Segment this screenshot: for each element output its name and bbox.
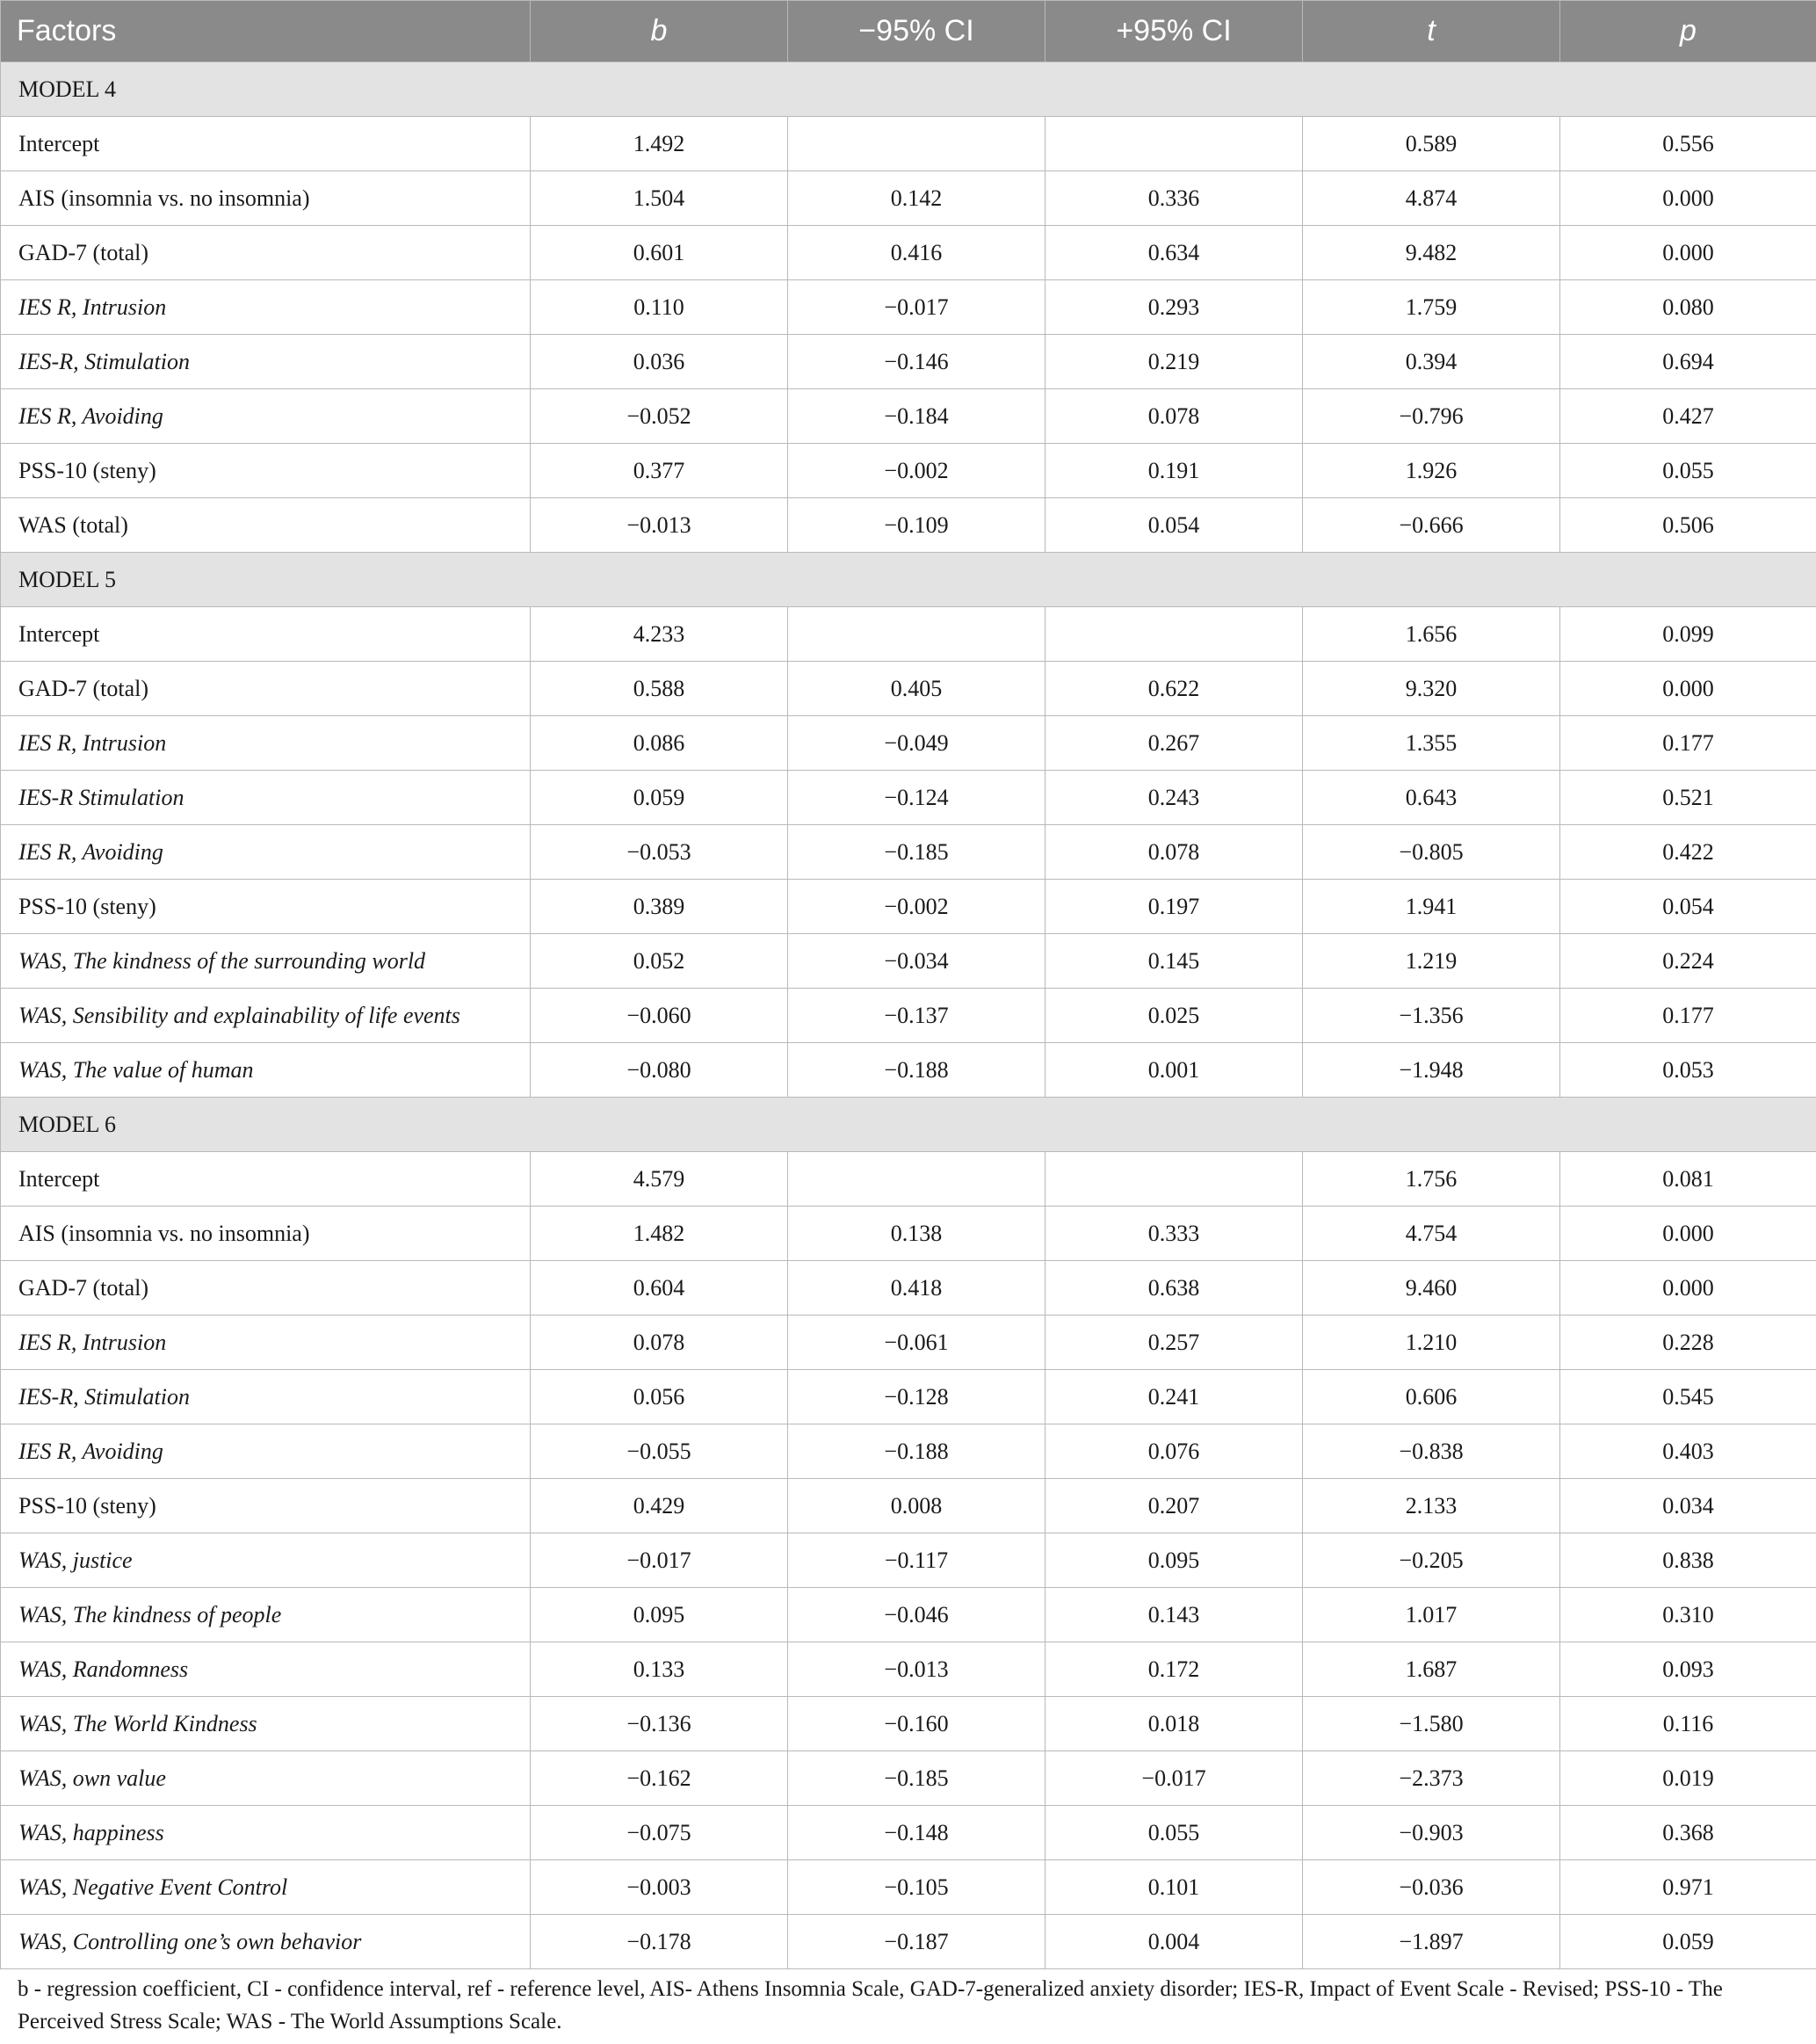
- cell-ci-low: −0.188: [788, 1043, 1045, 1098]
- cell-p: 0.971: [1560, 1860, 1816, 1915]
- cell-ci-low: −0.017: [788, 280, 1045, 335]
- cell-ci-high: 0.197: [1045, 880, 1303, 934]
- cell-ci-low: 0.142: [788, 171, 1045, 226]
- cell-b: −0.178: [531, 1915, 788, 1969]
- cell-ci-low: −0.002: [788, 880, 1045, 934]
- table-row: [1, 1261, 1816, 1316]
- cell-factor: GAD-7 (total): [1, 226, 531, 280]
- cell-t: 1.219: [1303, 934, 1560, 989]
- cell-p: 0.093: [1560, 1642, 1816, 1697]
- cell-p: 0.054: [1560, 880, 1816, 934]
- cell-factor: Intercept: [1, 117, 531, 171]
- table-row: [1, 880, 1816, 934]
- cell-ci-high: 0.018: [1045, 1697, 1303, 1751]
- cell-factor: PSS-10 (steny): [1, 880, 531, 934]
- column-header-ci-high: +95% CI: [1045, 1, 1303, 62]
- table-row: [1, 1370, 1816, 1424]
- cell-ci-high: 0.095: [1045, 1533, 1303, 1588]
- cell-ci-low: −0.146: [788, 335, 1045, 389]
- cell-factor: IES R, Avoiding: [1, 389, 531, 444]
- cell-ci-low: 0.008: [788, 1479, 1045, 1533]
- table-row: [1, 1043, 1816, 1098]
- cell-ci-high: 0.101: [1045, 1860, 1303, 1915]
- cell-ci-high: 0.219: [1045, 335, 1303, 389]
- cell-ci-low: −0.185: [788, 1751, 1045, 1806]
- cell-factor: IES-R Stimulation: [1, 771, 531, 825]
- table-row: [1, 716, 1816, 771]
- cell-ci-low: −0.046: [788, 1588, 1045, 1642]
- cell-t: −1.897: [1303, 1915, 1560, 1969]
- cell-ci-low: −0.137: [788, 989, 1045, 1043]
- cell-b: 0.059: [531, 771, 788, 825]
- cell-b: 0.133: [531, 1642, 788, 1697]
- cell-p: 0.228: [1560, 1316, 1816, 1370]
- cell-b: −0.003: [531, 1860, 788, 1915]
- cell-p: 0.081: [1560, 1152, 1816, 1207]
- cell-b: 0.052: [531, 934, 788, 989]
- cell-p: 0.310: [1560, 1588, 1816, 1642]
- cell-b: 1.492: [531, 117, 788, 171]
- cell-ci-low: −0.148: [788, 1806, 1045, 1860]
- cell-ci-low: −0.187: [788, 1915, 1045, 1969]
- cell-factor: PSS-10 (steny): [1, 444, 531, 498]
- cell-p: 0.053: [1560, 1043, 1816, 1098]
- cell-p: 0.545: [1560, 1370, 1816, 1424]
- section-title: MODEL 6: [1, 1098, 1816, 1152]
- cell-p: 0.116: [1560, 1697, 1816, 1751]
- cell-factor: IES R, Intrusion: [1, 280, 531, 335]
- cell-t: 2.133: [1303, 1479, 1560, 1533]
- table-row: [1, 389, 1816, 444]
- cell-factor: IES R, Intrusion: [1, 1316, 531, 1370]
- cell-b: −0.162: [531, 1751, 788, 1806]
- cell-ci-low: −0.185: [788, 825, 1045, 880]
- table-row: [1, 1697, 1816, 1751]
- table-row: [1, 1316, 1816, 1370]
- cell-ci-high: 0.172: [1045, 1642, 1303, 1697]
- cell-ci-high: 0.054: [1045, 498, 1303, 553]
- cell-factor: GAD-7 (total): [1, 662, 531, 716]
- cell-ci-high: 0.143: [1045, 1588, 1303, 1642]
- table-row: [1, 1860, 1816, 1915]
- cell-b: 0.429: [531, 1479, 788, 1533]
- cell-factor: WAS, own value: [1, 1751, 531, 1806]
- cell-ci-high: 0.638: [1045, 1261, 1303, 1316]
- cell-b: −0.075: [531, 1806, 788, 1860]
- cell-factor: WAS (total): [1, 498, 531, 553]
- cell-factor: WAS, happiness: [1, 1806, 531, 1860]
- cell-b: 0.601: [531, 226, 788, 280]
- cell-factor: PSS-10 (steny): [1, 1479, 531, 1533]
- cell-ci-high: 0.145: [1045, 934, 1303, 989]
- cell-p: 0.000: [1560, 662, 1816, 716]
- cell-ci-low: 0.418: [788, 1261, 1045, 1316]
- cell-t: −0.838: [1303, 1424, 1560, 1479]
- cell-ci-high: [1045, 607, 1303, 662]
- cell-b: −0.080: [531, 1043, 788, 1098]
- cell-b: 4.579: [531, 1152, 788, 1207]
- column-header-b: b: [531, 1, 788, 62]
- section-row: [1, 1098, 1816, 1152]
- cell-ci-high: 0.243: [1045, 771, 1303, 825]
- table-row: [1, 498, 1816, 553]
- cell-ci-high: 0.004: [1045, 1915, 1303, 1969]
- cell-ci-high: 0.001: [1045, 1043, 1303, 1098]
- cell-p: 0.055: [1560, 444, 1816, 498]
- cell-p: 0.000: [1560, 1207, 1816, 1261]
- column-header-p: p: [1560, 1, 1816, 62]
- cell-t: −1.356: [1303, 989, 1560, 1043]
- cell-ci-low: [788, 607, 1045, 662]
- cell-p: 0.694: [1560, 335, 1816, 389]
- table-row: [1, 989, 1816, 1043]
- cell-b: 0.110: [531, 280, 788, 335]
- cell-b: −0.013: [531, 498, 788, 553]
- cell-p: 0.368: [1560, 1806, 1816, 1860]
- cell-t: 1.210: [1303, 1316, 1560, 1370]
- cell-p: 0.506: [1560, 498, 1816, 553]
- column-header-t: t: [1303, 1, 1560, 62]
- section-row: [1, 553, 1816, 607]
- cell-t: 1.355: [1303, 716, 1560, 771]
- cell-p: 0.019: [1560, 1751, 1816, 1806]
- table-body: [1, 62, 1816, 1969]
- cell-ci-low: −0.184: [788, 389, 1045, 444]
- cell-factor: WAS, The kindness of the surrounding world: [1, 934, 531, 989]
- cell-factor: IES-R, Stimulation: [1, 1370, 531, 1424]
- cell-t: −0.205: [1303, 1533, 1560, 1588]
- section-title: MODEL 4: [1, 62, 1816, 117]
- cell-p: 0.000: [1560, 171, 1816, 226]
- cell-factor: WAS, Randomness: [1, 1642, 531, 1697]
- cell-ci-low: 0.405: [788, 662, 1045, 716]
- cell-ci-low: [788, 117, 1045, 171]
- cell-factor: GAD-7 (total): [1, 1261, 531, 1316]
- cell-ci-high: 0.076: [1045, 1424, 1303, 1479]
- cell-t: 1.656: [1303, 607, 1560, 662]
- cell-b: 0.078: [531, 1316, 788, 1370]
- cell-factor: AIS (insomnia vs. no insomnia): [1, 171, 531, 226]
- cell-ci-low: −0.128: [788, 1370, 1045, 1424]
- cell-ci-high: 0.078: [1045, 825, 1303, 880]
- cell-ci-low: −0.061: [788, 1316, 1045, 1370]
- cell-t: 0.643: [1303, 771, 1560, 825]
- cell-factor: WAS, The value of human: [1, 1043, 531, 1098]
- cell-factor: WAS, Negative Event Control: [1, 1860, 531, 1915]
- cell-ci-high: 0.267: [1045, 716, 1303, 771]
- cell-ci-high: 0.634: [1045, 226, 1303, 280]
- cell-factor: WAS, Controlling one’s own behavior: [1, 1915, 531, 1969]
- column-header-ci-low: −95% CI: [788, 1, 1045, 62]
- cell-factor: Intercept: [1, 607, 531, 662]
- cell-t: 1.926: [1303, 444, 1560, 498]
- cell-t: 0.606: [1303, 1370, 1560, 1424]
- cell-t: 4.754: [1303, 1207, 1560, 1261]
- cell-factor: AIS (insomnia vs. no insomnia): [1, 1207, 531, 1261]
- table-row: [1, 662, 1816, 716]
- table-row: [1, 444, 1816, 498]
- cell-factor: WAS, The World Kindness: [1, 1697, 531, 1751]
- cell-ci-high: 0.257: [1045, 1316, 1303, 1370]
- cell-ci-high: −0.017: [1045, 1751, 1303, 1806]
- cell-ci-low: 0.416: [788, 226, 1045, 280]
- cell-ci-low: −0.160: [788, 1697, 1045, 1751]
- cell-p: 0.000: [1560, 226, 1816, 280]
- cell-t: 1.759: [1303, 280, 1560, 335]
- cell-p: 0.000: [1560, 1261, 1816, 1316]
- cell-p: 0.080: [1560, 280, 1816, 335]
- cell-ci-high: 0.336: [1045, 171, 1303, 226]
- cell-b: 0.095: [531, 1588, 788, 1642]
- table-row: [1, 825, 1816, 880]
- cell-p: 0.177: [1560, 989, 1816, 1043]
- table-row: [1, 1588, 1816, 1642]
- cell-ci-low: −0.013: [788, 1642, 1045, 1697]
- cell-ci-low: [788, 1152, 1045, 1207]
- table-footnote: b - regression coefficient, CI - confidence interval, ref - reference level, AIS- Athens Insomnia Scale, GAD-7-generalized anxiety disorder; IES-R, Impact of Event Scale - Revised; PSS-10 - The Perceived Stress Scale; WAS - The World Assumptions Scale.: [18, 1977, 1723, 2033]
- table-row: [1, 1479, 1816, 1533]
- cell-p: 0.422: [1560, 825, 1816, 880]
- cell-ci-high: 0.025: [1045, 989, 1303, 1043]
- cell-b: −0.053: [531, 825, 788, 880]
- table-row: [1, 1915, 1816, 1969]
- cell-factor: WAS, justice: [1, 1533, 531, 1588]
- cell-t: 9.320: [1303, 662, 1560, 716]
- table-row: [1, 280, 1816, 335]
- cell-b: −0.017: [531, 1533, 788, 1588]
- cell-b: −0.136: [531, 1697, 788, 1751]
- cell-ci-low: −0.105: [788, 1860, 1045, 1915]
- cell-b: 0.056: [531, 1370, 788, 1424]
- table-header: [1, 1, 1816, 62]
- cell-ci-high: 0.293: [1045, 280, 1303, 335]
- cell-ci-low: −0.117: [788, 1533, 1045, 1588]
- table-row: [1, 934, 1816, 989]
- cell-ci-high: 0.078: [1045, 389, 1303, 444]
- cell-p: 0.034: [1560, 1479, 1816, 1533]
- cell-ci-low: 0.138: [788, 1207, 1045, 1261]
- cell-ci-low: −0.002: [788, 444, 1045, 498]
- cell-ci-low: −0.188: [788, 1424, 1045, 1479]
- cell-ci-high: 0.207: [1045, 1479, 1303, 1533]
- cell-b: −0.060: [531, 989, 788, 1043]
- cell-factor: Intercept: [1, 1152, 531, 1207]
- cell-b: 0.377: [531, 444, 788, 498]
- cell-b: −0.052: [531, 389, 788, 444]
- cell-ci-high: [1045, 117, 1303, 171]
- table-row: [1, 171, 1816, 226]
- table-row: [1, 607, 1816, 662]
- cell-p: 0.224: [1560, 934, 1816, 989]
- table-row: [1, 771, 1816, 825]
- cell-b: 0.588: [531, 662, 788, 716]
- cell-p: 0.556: [1560, 117, 1816, 171]
- cell-b: −0.055: [531, 1424, 788, 1479]
- table-row: [1, 1207, 1816, 1261]
- cell-b: 0.604: [531, 1261, 788, 1316]
- header-row: [1, 1, 1816, 62]
- cell-b: 0.086: [531, 716, 788, 771]
- column-header-factors: Factors: [1, 1, 531, 62]
- cell-t: −0.903: [1303, 1806, 1560, 1860]
- cell-b: 4.233: [531, 607, 788, 662]
- cell-b: 1.482: [531, 1207, 788, 1261]
- cell-b: 0.389: [531, 880, 788, 934]
- table-row: [1, 1424, 1816, 1479]
- cell-ci-low: −0.124: [788, 771, 1045, 825]
- cell-p: 0.099: [1560, 607, 1816, 662]
- cell-factor: WAS, The kindness of people: [1, 1588, 531, 1642]
- cell-ci-high: 0.191: [1045, 444, 1303, 498]
- cell-ci-low: −0.109: [788, 498, 1045, 553]
- cell-t: −0.036: [1303, 1860, 1560, 1915]
- cell-t: −0.796: [1303, 389, 1560, 444]
- cell-p: 0.059: [1560, 1915, 1816, 1969]
- cell-ci-low: −0.034: [788, 934, 1045, 989]
- cell-t: 4.874: [1303, 171, 1560, 226]
- cell-t: 1.687: [1303, 1642, 1560, 1697]
- cell-p: 0.521: [1560, 771, 1816, 825]
- table-row: [1, 226, 1816, 280]
- cell-t: 1.017: [1303, 1588, 1560, 1642]
- cell-ci-high: 0.622: [1045, 662, 1303, 716]
- table-row: [1, 1806, 1816, 1860]
- section-row: [1, 62, 1816, 117]
- cell-factor: IES R, Intrusion: [1, 716, 531, 771]
- table-row: [1, 1751, 1816, 1806]
- cell-ci-high: 0.333: [1045, 1207, 1303, 1261]
- cell-factor: IES R, Avoiding: [1, 1424, 531, 1479]
- cell-p: 0.177: [1560, 716, 1816, 771]
- cell-t: −1.948: [1303, 1043, 1560, 1098]
- cell-t: 1.941: [1303, 880, 1560, 934]
- cell-t: 9.482: [1303, 226, 1560, 280]
- cell-ci-high: 0.241: [1045, 1370, 1303, 1424]
- cell-b: 1.504: [531, 171, 788, 226]
- cell-t: −1.580: [1303, 1697, 1560, 1751]
- cell-t: −0.805: [1303, 825, 1560, 880]
- cell-ci-high: [1045, 1152, 1303, 1207]
- cell-factor: IES R, Avoiding: [1, 825, 531, 880]
- cell-ci-low: −0.049: [788, 716, 1045, 771]
- table-row: [1, 335, 1816, 389]
- table-row: [1, 1533, 1816, 1588]
- cell-t: 1.756: [1303, 1152, 1560, 1207]
- cell-ci-high: 0.055: [1045, 1806, 1303, 1860]
- cell-t: 0.394: [1303, 335, 1560, 389]
- table-row: [1, 1152, 1816, 1207]
- cell-p: 0.427: [1560, 389, 1816, 444]
- cell-factor: IES-R, Stimulation: [1, 335, 531, 389]
- cell-t: 9.460: [1303, 1261, 1560, 1316]
- section-title: MODEL 5: [1, 553, 1816, 607]
- cell-factor: WAS, Sensibility and explainability of life events: [1, 989, 531, 1043]
- cell-p: 0.838: [1560, 1533, 1816, 1588]
- cell-b: 0.036: [531, 335, 788, 389]
- cell-t: 0.589: [1303, 117, 1560, 171]
- cell-p: 0.403: [1560, 1424, 1816, 1479]
- cell-t: −0.666: [1303, 498, 1560, 553]
- table-row: [1, 117, 1816, 171]
- table-row: [1, 1642, 1816, 1697]
- cell-t: −2.373: [1303, 1751, 1560, 1806]
